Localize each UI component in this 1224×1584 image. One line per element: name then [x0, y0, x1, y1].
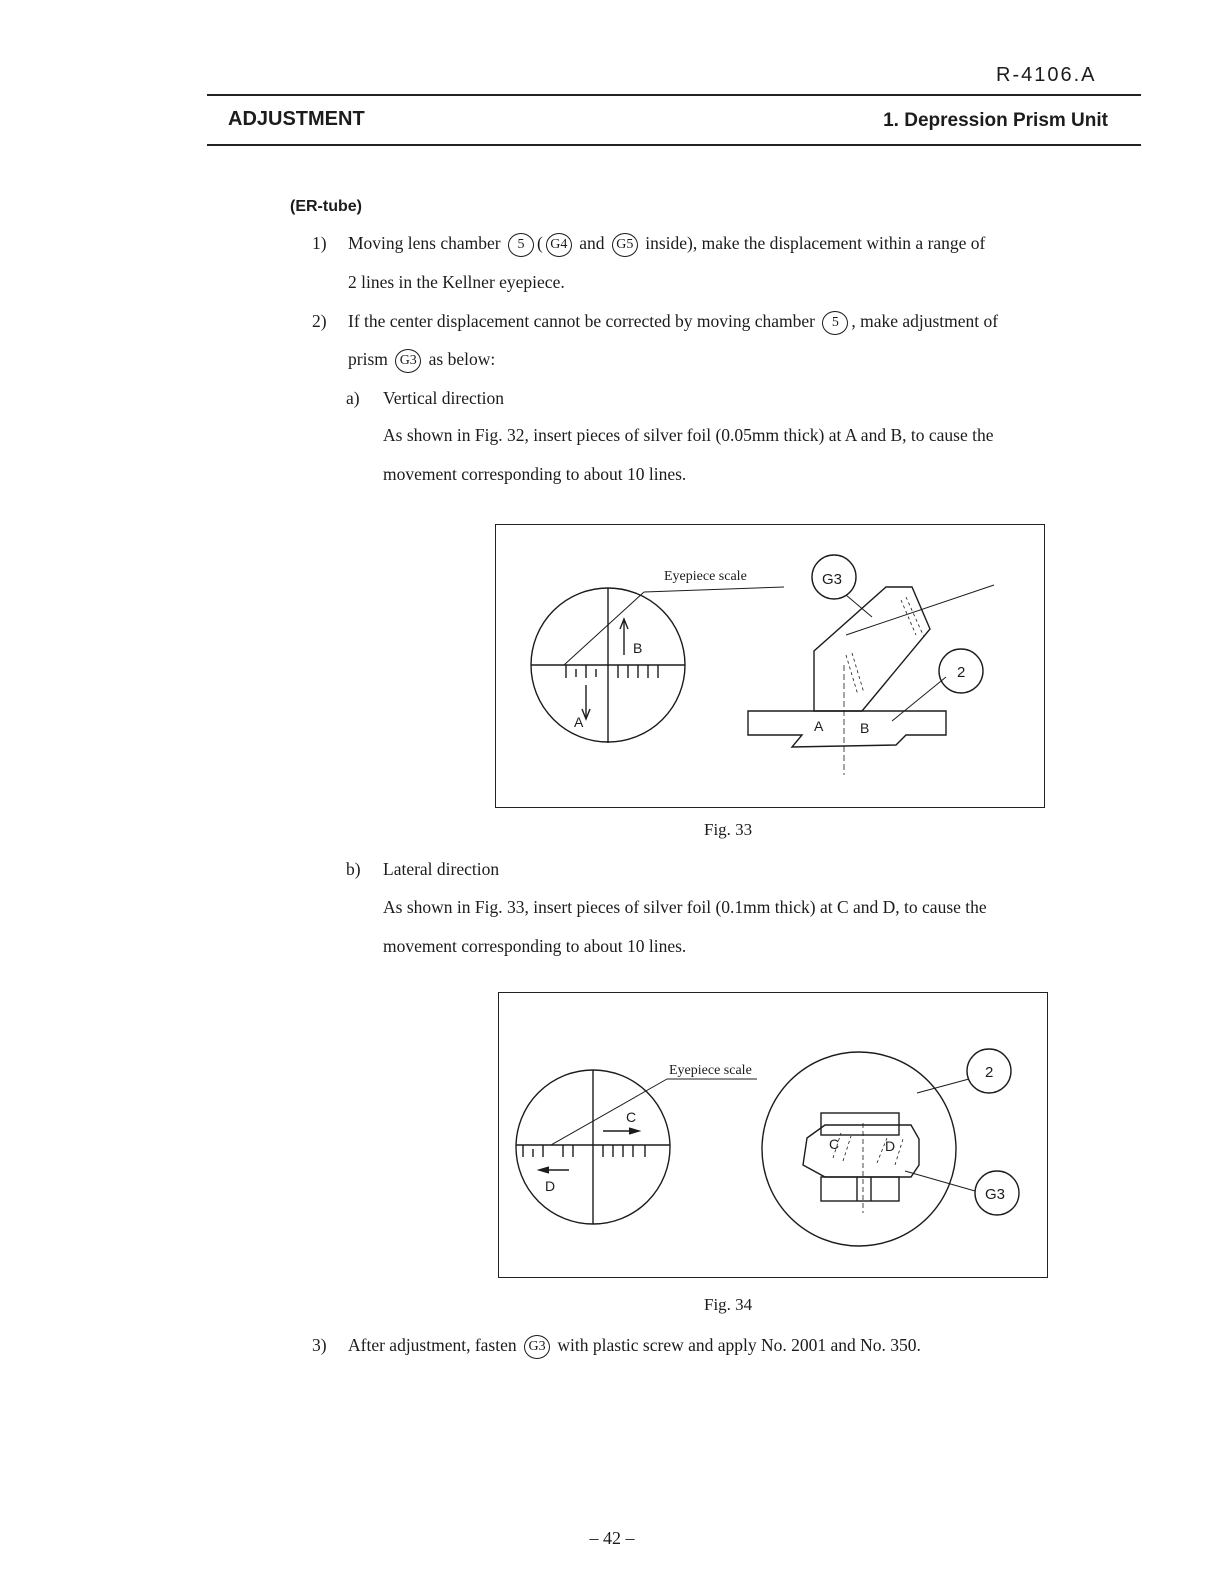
step2b-line2: movement corresponding to about 10 lines.	[383, 936, 687, 956]
page-number: – 42 –	[589, 1528, 635, 1548]
step1-line1: Moving lens chamber 5 ( G4 and G5 inside), make the displacement within a range of	[348, 233, 985, 257]
step1-line2: 2 lines in the Kellner eyepiece.	[348, 272, 565, 292]
fig34-g3-marker: G3	[985, 1186, 1006, 1203]
g4-marker: G4	[546, 233, 572, 257]
g3-marker-2: G3	[524, 1335, 550, 1359]
step2-line1: If the center displacement cannot be corrected by moving chamber 5 , make adjustment of	[348, 311, 998, 335]
step2a-title: Vertical direction	[383, 388, 504, 408]
fig34-shim-c: C	[829, 1136, 840, 1152]
figure-33	[495, 524, 1045, 808]
figure-34	[498, 992, 1048, 1278]
step2-line2: prism G3 as below:	[348, 349, 495, 373]
fig33-label-b: B	[633, 640, 643, 656]
fig33-eyepiece-label: Eyepiece scale	[664, 569, 747, 584]
figure-33-drawing	[496, 525, 1044, 807]
step2a-label: a)	[346, 388, 360, 408]
step2b-line1: As shown in Fig. 33, insert pieces of silver foil (0.1mm thick) at C and D, to cause the	[383, 897, 987, 917]
fig33-shim-a: A	[814, 718, 824, 734]
step2a-line1: As shown in Fig. 32, insert pieces of silver foil (0.05mm thick) at A and B, to cause the	[383, 425, 994, 445]
figure-33-caption: Fig. 33	[704, 820, 753, 839]
g5-marker: G5	[612, 233, 638, 257]
figure-34-drawing	[499, 993, 1047, 1277]
step2a-line2: movement corresponding to about 10 lines.	[383, 464, 687, 484]
fig33-g3-marker: G3	[822, 571, 843, 588]
subsection-title: 1. Depression Prism Unit	[883, 110, 1108, 131]
fig34-eyepiece-label: Eyepiece scale	[669, 1063, 752, 1078]
g3-marker: G3	[395, 349, 421, 373]
step2b-title: Lateral direction	[383, 859, 500, 879]
step2-number: 2)	[312, 311, 327, 331]
fig33-part-2-marker: 2	[957, 664, 966, 681]
chamber-5-marker-2: 5	[822, 311, 848, 335]
step3-line: After adjustment, fasten G3 with plastic screw and apply No. 2001 and No. 350.	[348, 1335, 921, 1359]
fig34-part-2-marker: 2	[985, 1064, 994, 1081]
fig33-label-a: A	[574, 714, 584, 730]
eyepiece-scale-view-lateral	[516, 1070, 757, 1224]
figure-34-caption: Fig. 34	[704, 1295, 753, 1314]
fig33-shim-b: B	[860, 720, 870, 736]
step3-number: 3)	[312, 1335, 327, 1355]
document-code: R-4106.A	[996, 64, 1097, 86]
fig34-shim-d: D	[885, 1138, 896, 1154]
section-title: ADJUSTMENT	[228, 108, 365, 130]
step2b-label: b)	[346, 859, 361, 879]
header-rule-bottom	[207, 144, 1141, 146]
step1-number: 1)	[312, 233, 327, 253]
fig34-label-c: C	[626, 1109, 637, 1125]
chamber-5-marker: 5	[508, 233, 534, 257]
header-rule-top	[207, 94, 1141, 96]
eyepiece-scale-view	[531, 587, 784, 743]
fig34-label-d: D	[545, 1178, 556, 1194]
subheading: (ER-tube)	[290, 198, 362, 215]
